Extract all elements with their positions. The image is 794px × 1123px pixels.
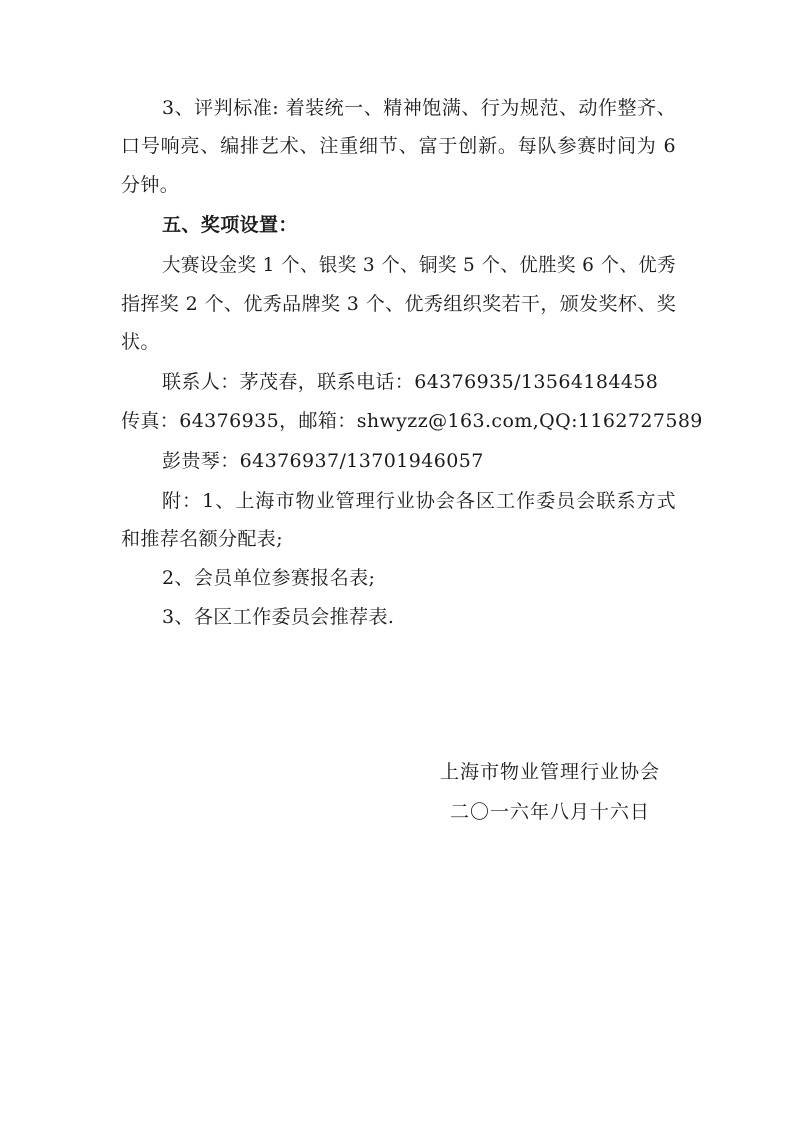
awards-line-1: 大赛设金奖 1 个、银奖 3 个、铜奖 5 个、优胜奖 6 个、优秀 [162, 254, 677, 276]
awards-line-3: 状。 [121, 331, 160, 353]
attachment-line-4: 3、各区工作委员会推荐表. [162, 606, 395, 628]
contact-person-line: 联系人：茅茂春，联系电话：64376935/13564184458 [162, 371, 659, 393]
criteria-line-3: 分钟。 [121, 174, 180, 196]
signature-date: 二〇一六年八月十六日 [450, 801, 651, 823]
criteria-line-2: 口号响亮、编排艺术、注重细节、富于创新。每队参赛时间为 6 [121, 135, 676, 157]
attachment-line-2: 和推荐名额分配表; [121, 528, 284, 550]
second-contact-line: 彭贵琴：64376937/13701946057 [162, 450, 484, 472]
awards-heading: 五、奖项设置： [162, 214, 298, 236]
attachment-line-1: 附：1、上海市物业管理行业协会各区工作委员会联系方式 [162, 490, 676, 512]
signature-organization: 上海市物业管理行业协会 [440, 761, 661, 783]
attachment-line-3: 2、会员单位参赛报名表; [162, 567, 376, 589]
awards-line-2: 指挥奖 2 个、优秀品牌奖 3 个、优秀组织奖若干，颁发奖杯、奖 [121, 293, 677, 315]
criteria-line-1: 3、评判标准: 着装统一、精神饱满、行为规范、动作整齐、 [162, 97, 676, 119]
fax-email-line: 传真：64376935，邮箱：shwyzz@163.com,QQ:1162727589 [121, 410, 703, 432]
